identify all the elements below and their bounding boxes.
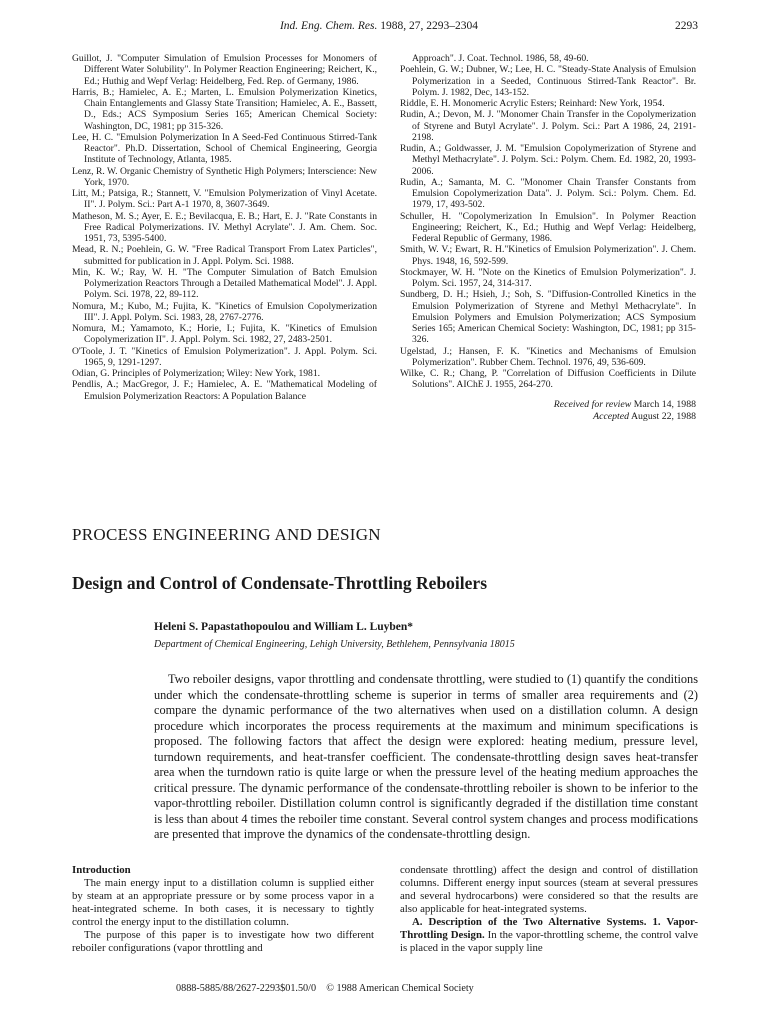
page-number: 2293 — [675, 20, 698, 32]
reference-item: Approach". J. Coat. Technol. 1986, 58, 49-60. — [412, 53, 589, 64]
abstract: Two reboiler designs, vapor throttling and condensate throttling, were studied to (1) quantify the conditions under which the condensate-throttling scheme is superior in terms of smaller area requirements and (2) compare the dynamic performance of the two alternatives when used on a distillation column. A design procedure which incorporates the process requirements at the maximum and minimum specifications is proposed. The following factors that affect the design were explored: heating medium, pressure level, turndown requirements, and heat-transfer coefficient. The condensate-throttling design saves heat-transfer area when the turndown ratio is quite large or when the pressure level of the heating medium approaches the critical pressure. The dynamic performance of the condensate-throttling reboiler is shown to be inferior to the vapor-throttling reboiler. Distillation column control is significantly degraded if the distillation time constant is less than about 4 times the reboiler time constant. Several control system changes and process modifications are presented that improve the dynamics of the condensate-throttling design. — [154, 672, 699, 841]
received-date: March 14, 1988 — [633, 398, 696, 410]
reference-item: Sundberg, D. H.; Hsieh, J.; Soh, S. "Diffusion-Controlled Kinetics in the Emulsion Polymerization of Styrene and Methyl Methacrylate". In Emulsion Polymers and Emulsion Polymerization; ACS Symposium Series 165; American Chemical Society: Washington, DC, 1981; pp 315-326. — [400, 289, 696, 346]
copyright-notice: © 1988 American Chemical Society — [326, 983, 474, 994]
reference-item: O'Toole, J. T. "Kinetics of Emulsion Polymerization". J. Appl. Polym. Sci. 1965, 9, 1291-1297. — [72, 345, 377, 368]
introduction-heading: Introduction — [72, 864, 131, 876]
received-dates — [400, 399, 696, 423]
reference-item: Lee, H. C. "Emulsion Polymerization In A Seed-Fed Continuous Stirred-Tank Reactor". Ph.D. Dissertation, School of Chemical Engineering, Georgia Institute of Technology, Atlanta, 1985. — [72, 131, 377, 166]
section-heading: PROCESS ENGINEERING AND DESIGN — [72, 525, 381, 544]
body-paragraph — [400, 916, 698, 955]
reference-item: Min, K. W.; Ray, W. H. "The Computer Simulation of Batch Emulsion Polymerization Reactors Through a Detailed Mathematical Model". J. Appl. Polym. Sci. 1978, 22, 89-112. — [72, 266, 377, 301]
reference-item: Rudin, A.; Samanta, M. C. "Monomer Chain Transfer Constants from Emulsion Copolymerization Data". J. Polym. Sci.: Polym. Chem. Ed. 1979, 17, 493-502. — [400, 176, 696, 211]
reference-item: Ugelstad, J.; Hansen, F. K. "Kinetics and Mechanisms of Emulsion Polymerization". Rubber Chem. Technol. 1976, 49, 536-609. — [400, 345, 696, 368]
body-paragraph: condensate throttling) affect the design and control of distillation columns. Different energy input sources (steam at several pressures and several hydrocarbons) were considered so that the results are also applicable for heat-integrated systems. — [400, 864, 698, 915]
body-paragraph: The main energy input to a distillation column is supplied either by steam at an appropriate pressure or by some process vapor in a heat-integrated scheme. In both cases, it is necessary to tightly control the energy input to the distillation column. — [72, 877, 374, 928]
reference-item: Guillot, J. "Computer Simulation of Emulsion Processes for Monomers of Different Water Solubility". In Polymer Reaction Engineering; Reichert, K., Ed.; Huthig and Wepf Verlag: Heidelberg, Fed. Rep. of Germany, 1986. — [72, 53, 377, 87]
article-code: 0888-5885/88/2627-2293$01.50/0 — [176, 983, 317, 994]
reference-item: Lenz, R. W. Organic Chemistry of Synthetic High Polymers; Interscience: New York, 1970. — [72, 165, 377, 188]
body-left-column — [72, 864, 374, 955]
reference-item: Schuller, H. "Copolymerization In Emulsion". In Polymer Reaction Engineering; Reichert, K., Ed.; Huthig and Wepf Verlag: Heidelberg, Federal Republic of Germany, 1986. — [400, 210, 696, 244]
reference-item: Matheson, M. S.; Ayer, E. E.; Bevilacqua, E. B.; Hart, E. J. "Rate Constants in Free Radical Polymerizations. IV. Methyl Acrylate". J. Am. Chem. Soc. 1951, 73, 5395-5400. — [72, 210, 377, 244]
journal-name: Ind. Eng. Chem. Res. — [279, 20, 378, 32]
accepted-label: Accepted — [593, 410, 630, 422]
reference-item: Nomura, M.; Yamamoto, K.; Horie, I.; Fujita, K. "Kinetics of Emulsion Copolymerization II". J. Appl. Polym. Sci. 1982, 27, 2483-2501. — [72, 323, 377, 346]
reference-item: Harris, B.; Hamielec, A. E.; Marten, L. Emulsion Polymerization Kinetics, Chain Entanglements and Glassy State Transition; Hamielec, A. E., Bassett, D., Eds.; ACS Symposium Series 165; American Chemical Society: Washington, DC, 1981; pp 315-326. — [72, 86, 377, 132]
reference-item: Riddle, E. H. Monomeric Acrylic Esters; Reinhard: New York, 1954. — [400, 98, 665, 109]
body-paragraph: The purpose of this paper is to investigate how two different reboiler configurations (vapor throttling and — [72, 929, 374, 954]
body-text: In the vapor-throttling scheme, the control valve is placed in the vapor supply line — [400, 929, 698, 954]
reference-item: Wilke, C. R.; Chang, P. "Correlation of Diffusion Coefficients in Dilute Solutions". AIChE J. 1955, 264-270. — [400, 368, 696, 391]
article-title: Design and Control of Condensate-Throttling Reboilers — [72, 573, 488, 593]
journal-volume: 1988, 27, 2293–2304 — [380, 20, 479, 32]
reference-item: Nomura, M.; Kubo, M.; Fujita, K. "Kinetics of Emulsion Copolymerization III". J. Appl. Polym. Sci. 1983, 28, 2767-2776. — [72, 300, 377, 323]
reference-item: Stockmayer, W. H. "Note on the Kinetics of Emulsion Polymerization". J. Polym. Sci. 1957, 24, 314-317. — [400, 266, 696, 289]
reference-item: Rudin, A.; Devon, M. J. "Monomer Chain Transfer in the Copolymerization of Styrene and Butyl Acrylate". J. Polym. Sci.: Part A 1986, 24, 2191-2198. — [400, 109, 696, 143]
accepted-date: August 22, 1988 — [630, 410, 696, 422]
subsection-heading: A. Description of the Two Alternative Systems. 1. Vapor-Throttling Design. — [400, 916, 698, 941]
references-left-column — [72, 53, 377, 402]
reference-item: Poehlein, G. W.; Dubner, W.; Lee, H. C. "Steady-State Analysis of Emulsion Polymerization in a Seeded, Continuous Stirred-Tank Reactor". Br. Polym. J. 1982, Dec, 143-152. — [400, 64, 696, 98]
reference-item: Litt, M.; Patsiga, R.; Stannett, V. "Emulsion Polymerization of Vinyl Acetate. II". J. Polym. Sci.: Part A-1 1970, 8, 3607-3649. — [72, 188, 377, 211]
article-authors: Heleni S. Papastathopoulou and William L. Luyben* — [154, 621, 414, 633]
body-right-column — [400, 864, 698, 955]
page-footer — [176, 983, 474, 994]
references-right-column — [400, 53, 696, 423]
author-affiliation: Department of Chemical Engineering, Lehigh University, Bethlehem, Pennsylvania 18015 — [154, 639, 515, 650]
reference-item: Mead, R. N.; Poehlein, G. W. "Free Radical Transport From Latex Particles", submitted for publication in J. Appl. Polym. Sci. 1988. — [72, 244, 377, 267]
reference-item: Rudin, A.; Goldwasser, J. M. "Emulsion Copolymerization of Styrene and Methyl Methacrylate". J. Polym. Sci.: Polym. Chem. Ed. 1982, 20, 1993-2006. — [400, 143, 696, 177]
reference-item: Odian, G. Principles of Polymerization; Wiley: New York, 1981. — [72, 368, 321, 379]
journal-citation — [280, 20, 478, 32]
received-label: Received for review — [553, 398, 632, 410]
reference-item: Pendlis, A.; MacGregor, J. F.; Hamielec, A. E. "Mathematical Modeling of Emulsion Polymerization Reactors: A Population Balance — [72, 379, 377, 402]
running-header — [60, 20, 698, 36]
reference-item: Smith, W. V.; Ewart, R. H."Kinetics of Emulsion Polymerization". J. Chem. Phys. 1948, 16, 592-599. — [400, 244, 696, 267]
